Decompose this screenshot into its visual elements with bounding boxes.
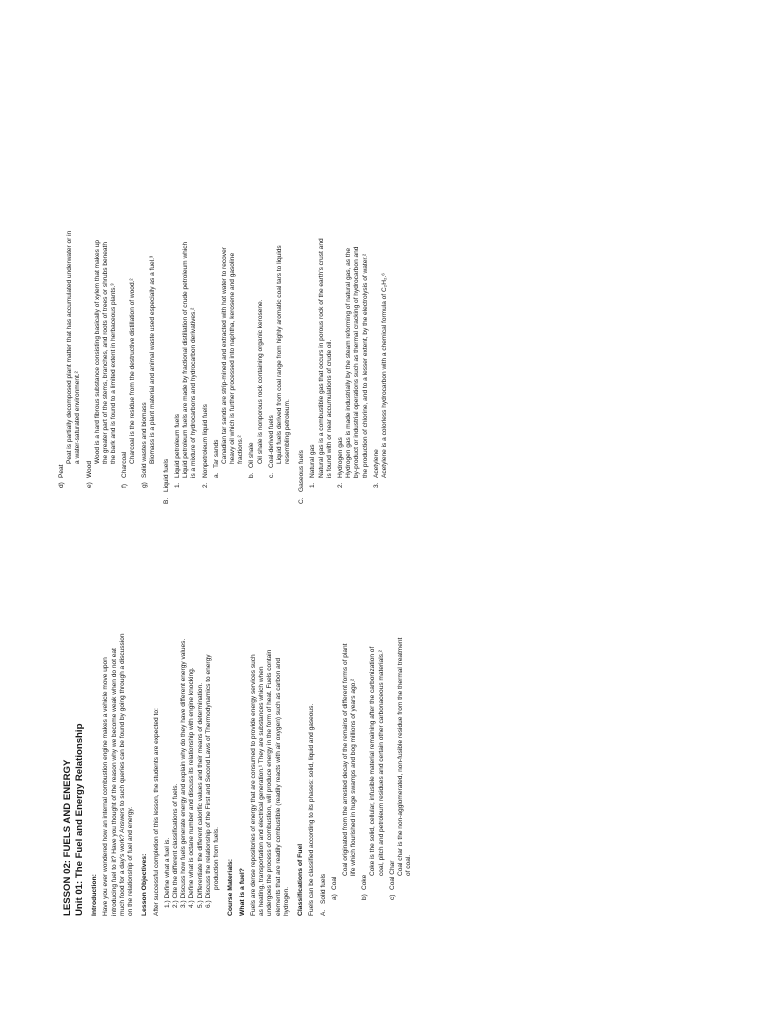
objective-item: 4.) Define what is octane number and discuss its relationship with engine knocking. — [188, 667, 196, 908]
solid-wastes-item — [141, 124, 149, 504]
hydrogen-gas-description: Hydrogen gas is made industrially by the steam reforming of natural gas, as the — [345, 248, 353, 478]
natural-gas-item — [309, 124, 317, 504]
section-title: Liquid fuels — [162, 458, 170, 492]
intro-line: introducing fuel to it? Have you thought of the reason why we become weak when do not eat — [110, 648, 118, 916]
tar-sands-description: Canadian tar sands are strip-mined and extracted with hot water to recover — [220, 247, 228, 464]
coke-description: Coke is the solid, cellular, infusible material remaining after the carbonization of — [369, 646, 377, 876]
fuel-definition-line: undergoes the process of combustion, will produce energy in the form of heat. Fuels contain — [266, 649, 274, 916]
item-title: Coal — [330, 876, 338, 890]
wood-description: the bark and is found to a limited extent in herbaceous plants.³ — [110, 283, 118, 464]
tar-sands-description: fractions.² — [237, 435, 245, 464]
charcoal-description: Charcoal is the residue from the destructive distillation of wood.² — [129, 278, 137, 464]
item-label: f) — [121, 484, 129, 488]
hydrogen-gas-description: the production of chlorine, and to a lesser extent, by the electrolysis of water.² — [361, 253, 369, 478]
coal-item — [331, 536, 339, 916]
item-label: 2. — [201, 482, 209, 488]
solid-fuels-section — [320, 536, 328, 916]
objective-item: 6.) Discuss the relationship of the First and Second Laws of Thermodynamics to energy — [204, 654, 212, 908]
objective-item: 5.) Differentiate the different calorific values and their means of determination. — [196, 682, 204, 908]
item-label: g) — [140, 482, 148, 488]
peat-description: a water-saturated environment.² — [74, 371, 82, 464]
fuel-definition-line: Fuels are dense repositories of energy that are consumed to provide energy services such — [250, 654, 257, 916]
coal-derived-description: Liquid fuels derived from coal range from highly aromatic coal tars to liquids — [275, 245, 283, 464]
item-title: Coal-derived fuels — [267, 415, 275, 468]
introduction-heading: Introduction: — [91, 874, 98, 916]
item-title: Peat — [58, 464, 65, 478]
section-label: B. — [162, 497, 170, 504]
intro-line: Have you ever wondered how an internal combustion engine makes a vehicle move upon — [102, 657, 110, 916]
coal-char-description: Coal char is the non-agglomerated, non-fusible residue from the thermal treatment — [396, 637, 404, 876]
liquid-petroleum-description: is a mixture of hydrocarbons and hydrocarbon derivatives.² — [190, 307, 198, 478]
natural-gas-description: is found with or near accumulations of crude oil. — [325, 339, 333, 478]
item-label: 1. — [174, 482, 182, 488]
liquid-petroleum-description: Liquid petroleum fuels are made by fractional distillation of crude petroleum which — [182, 241, 190, 478]
item-label: a) — [330, 894, 338, 900]
item-label: 1. — [309, 482, 317, 488]
item-title: Acetylene — [372, 449, 380, 478]
intro-line: much food for a day's work? Answers to such queries can be found by going through a discussion — [118, 633, 126, 916]
course-materials-heading: Course Materials: — [227, 858, 235, 916]
lesson-title: LESSON 02: FUELS AND ENERGY — [62, 759, 73, 916]
nonpetroleum-item — [202, 124, 210, 504]
oil-shale-description: Oil shale is nonporous rock containing organic kerosene. — [256, 299, 264, 464]
wood-description: Wood is a hard fibrous substance consisting basically of xylem that makes up — [93, 239, 101, 464]
natural-gas-description: Natural gas is a combustible gas that occurs in porous rock of the earth's crust and — [317, 238, 325, 478]
item-label: c. — [267, 472, 275, 478]
fuel-definition-line: as heating, transportation and electrical generation.¹ They are substances which when — [258, 666, 266, 916]
objective-item: 1.) Define what a fuel is. — [163, 837, 171, 908]
item-label: b) — [361, 894, 369, 900]
intro-line: on the relationship of fuel and energy. — [127, 806, 134, 916]
hydrogen-gas-description: by-product or industrial operations such as thermal cracking of hydrocarbon and — [353, 246, 361, 478]
wood-description: the greater part of the stems, branches, and roots of trees or shrubs beneath — [101, 242, 109, 464]
coal-description: Coal originated from the arrested decay of the remains of different forms of plant — [341, 643, 349, 876]
item-label: a. — [212, 472, 220, 478]
item-label: 3. — [372, 482, 380, 488]
item-title: Hydrogen gas — [336, 437, 344, 478]
section-title: Gaseous fuels — [298, 450, 306, 492]
item-title: Tar sands — [212, 439, 220, 468]
section-title: Solid fuels — [319, 873, 327, 904]
what-is-fuel-heading: What is a fuel? — [238, 868, 246, 916]
oil-shale-item — [248, 124, 256, 504]
coal-derived-item — [268, 124, 276, 504]
item-title: Liquid petroleum fuels — [174, 413, 182, 478]
item-label: b. — [248, 472, 256, 478]
fuel-definition-line: hydrogen. — [282, 886, 290, 916]
acetylene-description: Acetylene is a colorless hydrocarbon with a chemical formula of C₂H₂.⁶ — [380, 273, 388, 478]
objectives-intro: After successful completion of this lesson, the students are expected to: — [152, 708, 160, 916]
item-title: Coal Char — [388, 860, 396, 890]
classifications-intro: Fuels can be classified according to its phases: solid, liquid and gaseous. — [308, 703, 316, 916]
item-label: 2. — [336, 482, 344, 488]
objective-item: 3.) Discuss how fuels generate energy and explain why do they have different energy values. — [180, 638, 188, 908]
coke-item — [361, 536, 369, 916]
coal-char-item — [389, 536, 397, 916]
fuel-definition-line: elements that are readily combustible (readily reacts with air oxygen) such as carbon and — [274, 657, 282, 916]
liquid-fuels-section — [163, 124, 171, 504]
item-title: Nonpetroleum liquid fuels — [201, 404, 209, 478]
item-title: Oil shale — [248, 442, 256, 468]
wood-item — [86, 124, 94, 504]
tar-sands-item — [213, 124, 221, 504]
peat-description: Peat is partially decomposed plant matter that has accumulated underwater or in — [66, 230, 74, 464]
item-label: c) — [388, 894, 396, 900]
item-title: Charcoal — [121, 451, 129, 478]
item-title: Wood — [85, 461, 93, 478]
acetylene-item — [373, 124, 381, 504]
item-title: Natural gas — [309, 444, 317, 478]
item-label: e) — [85, 482, 93, 488]
classifications-heading: Classifications of Fuel — [296, 843, 304, 916]
right-column — [58, 124, 389, 504]
unit-title: Unit 01: The Fuel and Energy Relationship — [73, 723, 85, 916]
biomass-description: Biomass is a plant material and animal waste used especially as a fuel.³ — [148, 255, 156, 464]
gaseous-fuels-section — [298, 124, 306, 504]
tar-sands-description: heavy oil which is further processed into naphtha, kerosene and gasoline — [229, 252, 237, 464]
item-label: d) — [58, 482, 65, 488]
objectives-heading: Lesson Objectives: — [141, 853, 149, 916]
liquid-petroleum-item — [174, 124, 182, 504]
left-column — [62, 536, 413, 916]
hydrogen-gas-item — [337, 124, 345, 504]
coal-description: life which flourished in huge swamps and bog millions of years ago.² — [350, 678, 358, 876]
coke-description: coal, pitch and petroleum residues and certain other carbonaceous materials.² — [377, 650, 385, 876]
coal-char-description: of coal. — [405, 854, 413, 876]
peat-item — [58, 124, 66, 504]
item-title: Solid wastes and biomass — [140, 402, 148, 478]
section-label: A. — [319, 909, 327, 916]
objective-item: 2.) Cite the different classifications of fuels. — [172, 783, 179, 908]
coal-derived-description: resembling petroleum. — [284, 399, 292, 464]
section-label: C. — [298, 497, 306, 504]
charcoal-item — [121, 124, 129, 504]
item-title: Coke — [361, 874, 369, 890]
objective-item-continuation: production from fuels. — [212, 827, 220, 890]
